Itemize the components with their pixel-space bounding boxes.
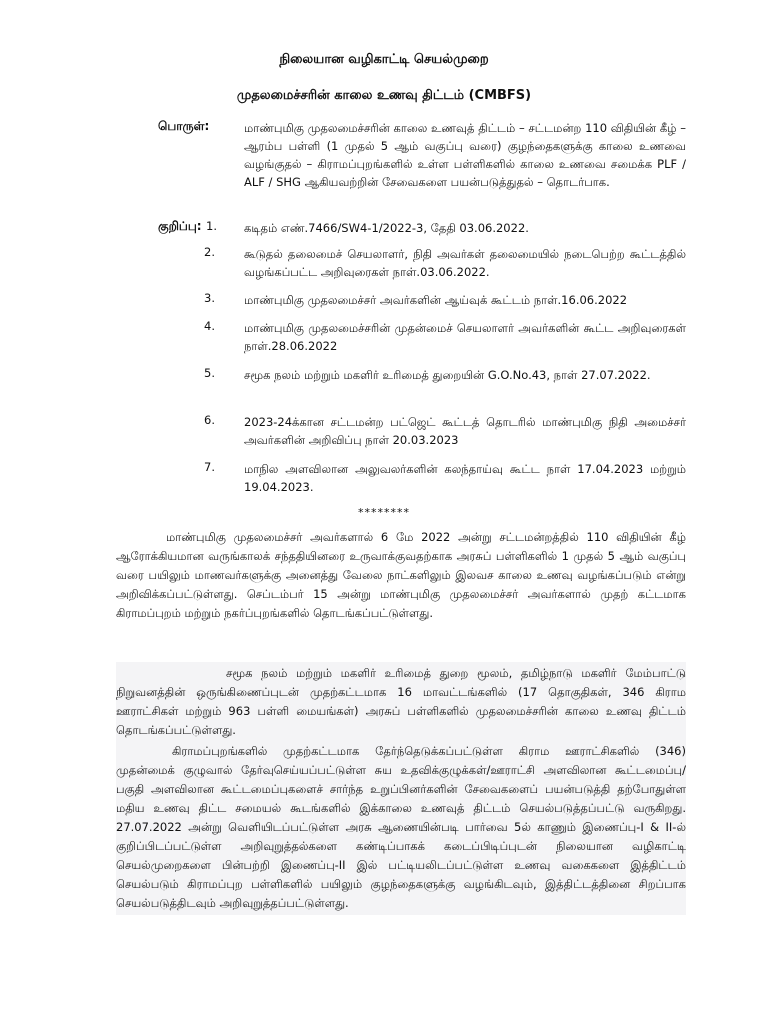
reference-text: மாநில அளவிலான அலுவலர்களின் கலந்தாய்வு கூட்ட நாள் 17.04.2023 மற்றும் 19.04.2023. (244, 462, 686, 494)
reference-label: குறிப்பு: (158, 219, 202, 233)
document-subtitle: முதலமைச்சரின் காலை உணவு திட்டம் (CMBFS) (236, 88, 532, 103)
reference-number: 3. (204, 291, 215, 305)
subject-label: பொருள்: (158, 119, 210, 133)
reference-number: 2. (204, 245, 215, 259)
reference-text: மாண்புமிகு முதலமைச்சரின் முதன்மைச் செயலாளர் அவர்களின் கூட்ட அறிவுரைகள் நாள்.28.06.2022 (244, 321, 686, 353)
reference-text: கடிதம் எண்.7466/SW4-1/2022-3, தேதி 03.06.2022. (244, 221, 529, 235)
reference-text: 2023-24க்கான சட்டமன்ற பட்ஜெட் கூட்டத் தொடரில் மாண்புமிகு நிதி அமைச்சர் அவர்களின் அறிவிப்பு நாள் 20.03.2023 (244, 415, 686, 447)
reference-number: 7. (204, 460, 215, 474)
document-title: நிலையான வழிகாட்டி செயல்முறை (279, 52, 489, 67)
reference-number: 4. (204, 319, 215, 333)
subject-text: மாண்புமிகு முதலமைச்சரின் காலை உணவுத் திட்டம் – சட்டமன்ற 110 விதியின் கீழ் – ஆரம்ப பள்ளி (1 முதல் 5 ஆம் வகுப்பு வரை) குழந்தைகளுக்கு காலை உணவை வழங்குதல் – கிராமப்புறங்களில் உள்ள பள்ளிகளில் காலை உணவை சமைக்க PLF / ALF / SHG ஆகியவற்றின் சேவைகளை பயன்படுத்துதல் – தொடர்பாக. (244, 121, 686, 189)
body-paragraph: மாண்புமிகு முதலமைச்சர் அவர்களால் 6 மே 2022 அன்று சட்டமன்றத்தில் 110 விதியின் கீழ் ஆரோக்கியமான வருங்காலக் சந்ததியினரை உருவாக்குவதற்காக அரசுப் பள்ளிகளில் 1 முதல் 5 ஆம் வகுப்பு வரை பயிலும் மாணவர்களுக்கு அனைத்து வேலை நாட்களிலும் இலவச காலை உணவு வழங்கப்படும் என்று அறிவிக்கப்பட்டுள்ளது. செப்டம்பர் 15 அன்று மாண்புமிகு முதலமைச்சர் அவர்களால் முதற் கட்டமாக கிராமப்புறம் மற்றும் நகர்ப்புறங்களில் தொடங்கப்பட்டுள்ளது. (116, 530, 686, 620)
reference-number: 5. (204, 366, 215, 380)
reference-text: மாண்புமிகு முதலமைச்சர் அவர்களின் ஆய்வுக் கூட்டம் நாள்.16.06.2022 (244, 293, 628, 307)
section-separator: ******** (358, 506, 410, 519)
reference-number: 6. (204, 413, 215, 427)
reference-number: 1. (206, 219, 217, 233)
body-paragraph: சமூக நலம் மற்றும் மகளிர் உரிமைத் துறை மூலம், தமிழ்நாடு மகளிர் மேம்பாட்டு நிறுவனத்தின் ஒருங்கிணைப்புடன் முதற்கட்டமாக 16 மாவட்டங்களில் (17 தொகுதிகள், 346 கிராம ஊராட்சிகள் மற்றும் 963 பள்ளி மையங்கள்) அரசுப் பள்ளிகளில் முதலமைச்சரின் காலை உணவு திட்டம் தொடங்கப்பட்டுள்ளது. (116, 662, 686, 742)
body-paragraph: கிராமப்புறங்களில் முதற்கட்டமாக தேர்ந்தெடுக்கப்பட்டுள்ள கிராம ஊராட்சிகளில் (346) முதன்மைக் குழுவால் தேர்வுசெய்யப்பட்டுள்ள சுய உதவிக்குழுக்கள்/ஊராட்சி அளவிலான கூட்டமைப்பு/ பகுதி அளவிலான கூட்டமைப்புகளைச் சார்ந்த உறுப்பினர்களின் சேவைகளைப் பயன்படுத்தி தற்போதுள்ள மதிய உணவு திட்ட சமையல் கூடங்களில் இக்காலை உணவுத் திட்டம் செயல்படுத்தப்பட்டு வருகிறது. 27.07.2022 அன்று வெளியிடப்பட்டுள்ள அரசு ஆணையின்படி பார்வை 5ல் காணும் இணைப்பு-I & II-ல் குறிப்பிடப்பட்டுள்ள அறிவுறுத்தல்களை கண்டிப்பாகக் கடைப்பிடிப்புடன் நிலையான வழிகாட்டி செயல்முறைகளை பின்பற்றி இணைப்பு-II இல் பட்டியலிடப்பட்டுள்ள உணவு வகைகளை இத்திட்டம் செயல்படும் கிராமப்புற பள்ளிகளில் பயிலும் குழந்தைகளுக்கு வழங்கிடவும், இத்திட்டத்தினை சிறப்பாக செயல்படுத்திடவும் அறிவுறுத்தப்பட்டுள்ளது. (116, 740, 686, 915)
reference-text: சமூக நலம் மற்றும் மகளிர் உரிமைத் துறையின் G.O.No.43, நாள் 27.07.2022. (244, 368, 651, 382)
reference-text: கூடுதல் தலைமைச் செயலாளர், நிதி அவர்கள் தலைமையில் நடைபெற்ற கூட்டத்தில் வழங்கப்பட்ட அறிவுரைகள் நாள்.03.06.2022. (244, 247, 686, 279)
